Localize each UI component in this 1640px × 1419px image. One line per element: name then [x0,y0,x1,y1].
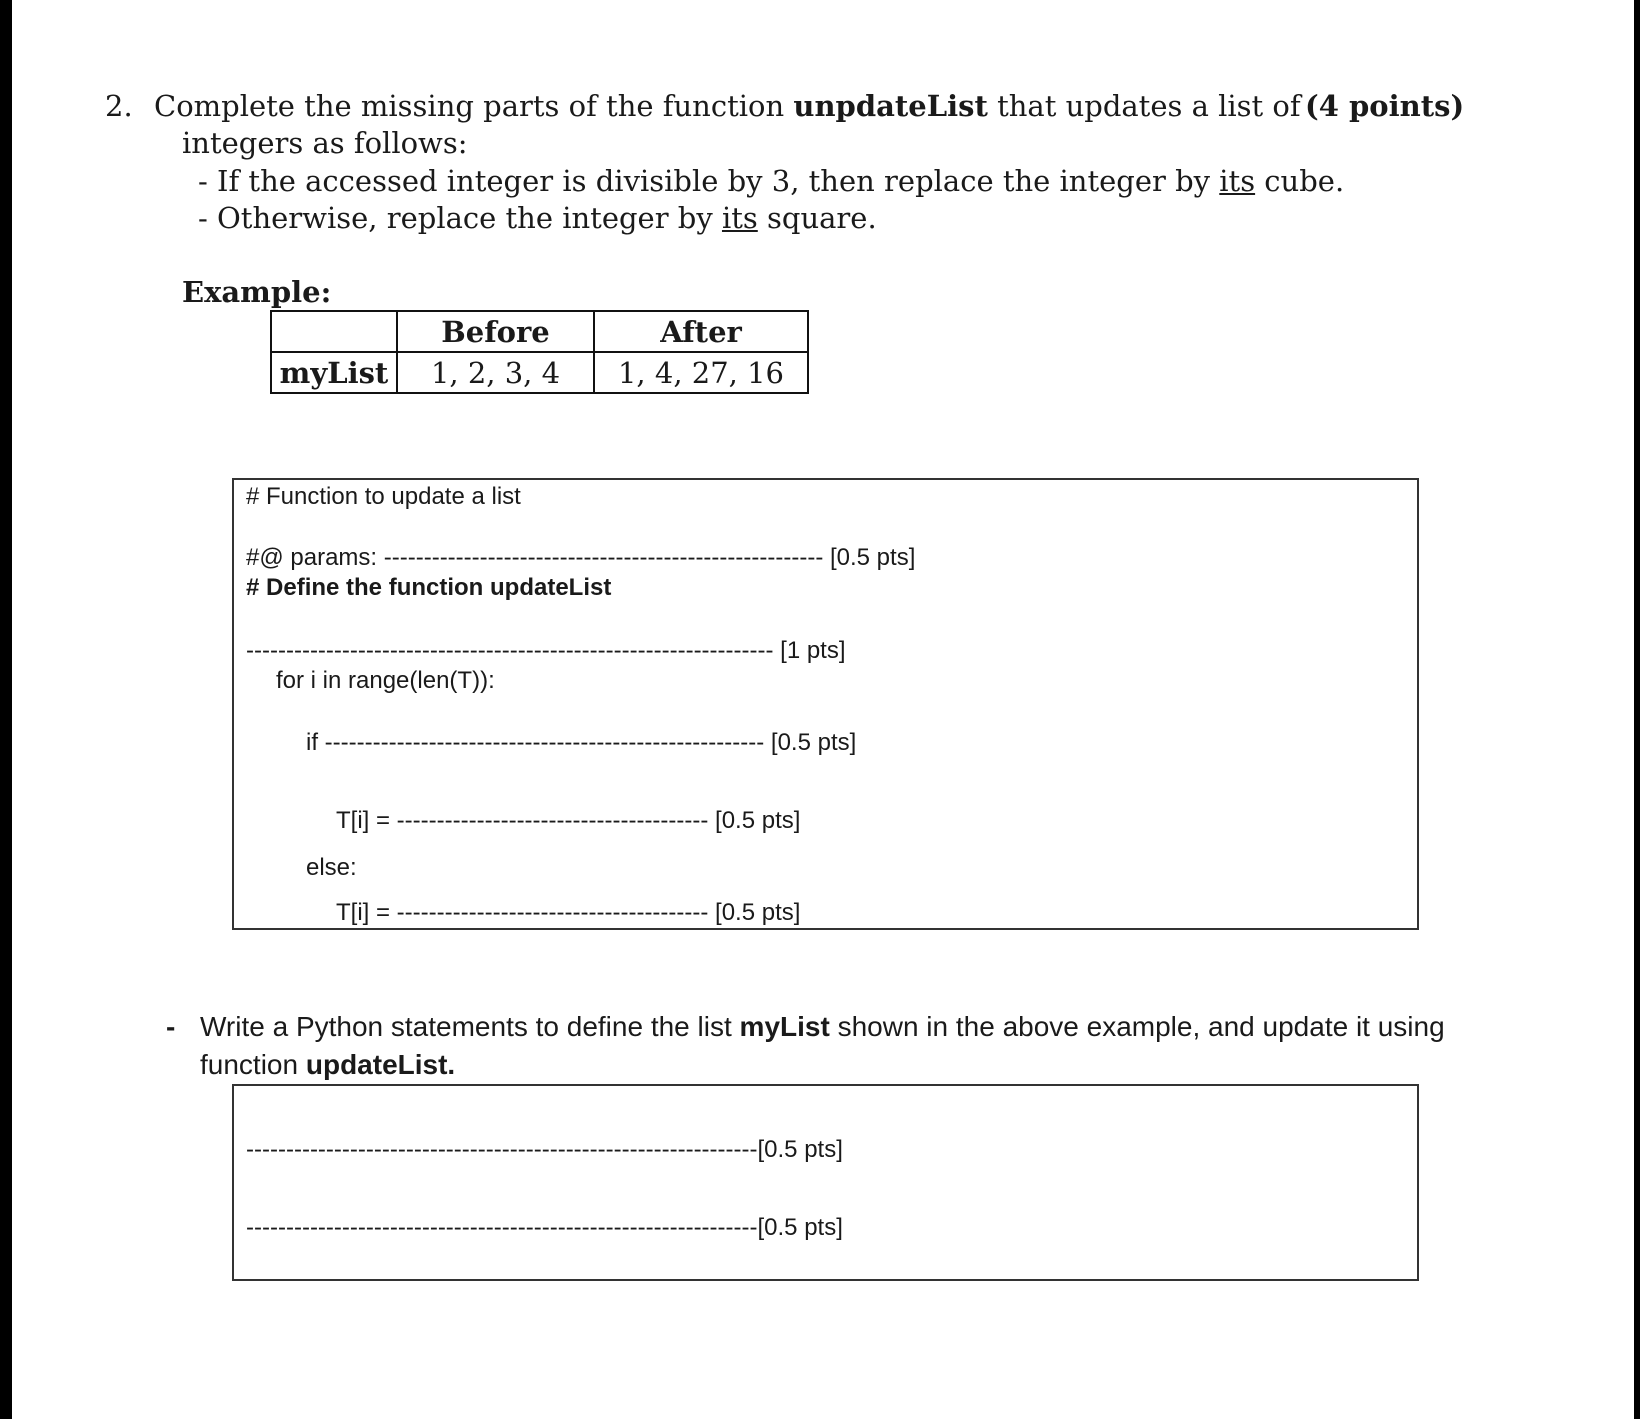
code-define-comment: # Define the function updateList [246,574,612,601]
question-function-name: unpdateList [793,89,988,123]
rule2-prefix: - Otherwise, replace the integer by [198,201,722,235]
answer-blank-1[interactable]: ----------------------------------------------------------------[0.5 pts] [246,1136,843,1163]
example-table-header-row [271,311,808,352]
question-number: 2. [105,89,133,123]
write-task-function-name: updateList. [305,1049,456,1080]
rule1-underlined: its [1219,164,1256,198]
rule1-prefix: - If the accessed integer is divisible by 3, then replace the integer by [198,164,1220,198]
write-task-line-1 [200,1011,1445,1043]
code-assign-square-blank[interactable]: T[i] = --------------------------------------- [0.5 pts] [336,899,801,926]
page-left-border [0,0,12,1419]
code-for-line: for i in range(len(T)): [276,667,495,694]
code-comment: # Function to update a list [246,483,521,510]
write-task-bullet: - [166,1011,176,1042]
question-line-1-prefix: Complete the missing parts of the function [154,89,794,123]
question-points-value: (4 points) [1305,89,1465,123]
question-line-1 [154,88,1301,124]
rule-divisible-by-3 [198,163,1344,199]
example-table [270,310,809,394]
rule-otherwise [198,200,877,236]
question-points [1305,88,1464,124]
example-header-after: After [594,311,808,352]
answer-box [232,1084,1419,1281]
example-row-after: 1, 4, 27, 16 [594,352,808,393]
rule2-suffix: square. [757,201,877,235]
page-right-border [1634,0,1640,1419]
answer-blank-2[interactable]: ----------------------------------------------------------------[0.5 pts] [246,1214,843,1241]
question-line-2: integers as follows: [182,126,468,160]
example-header-empty [271,311,397,352]
write-task-list-name: myList [739,1011,830,1042]
rule1-suffix: cube. [1255,164,1345,198]
write-task-line-2 [200,1049,455,1081]
example-row-label: myList [271,352,397,393]
write-task-line1-suffix: shown in the above example, and update it using [829,1011,1445,1042]
example-row-before: 1, 2, 3, 4 [397,352,594,393]
code-else-line: else: [306,854,357,881]
code-assign-cube-blank[interactable]: T[i] = --------------------------------------- [0.5 pts] [336,807,801,834]
write-task-line1-prefix: Write a Python statements to define the list [200,1011,740,1042]
code-if-blank[interactable]: if ------------------------------------------------------- [0.5 pts] [306,729,857,756]
write-task-line2-prefix: function [200,1049,306,1080]
example-label: Example: [182,275,332,309]
question-line-1-suffix: that updates a list of [987,89,1301,123]
example-table-row [271,352,808,393]
example-header-before: Before [397,311,594,352]
rule2-underlined: its [721,201,758,235]
code-params-blank[interactable]: #@ params: ------------------------------------------------------- [0.5 pts] [246,544,916,571]
code-def-blank[interactable]: ------------------------------------------------------------------ [1 pts] [246,637,846,664]
